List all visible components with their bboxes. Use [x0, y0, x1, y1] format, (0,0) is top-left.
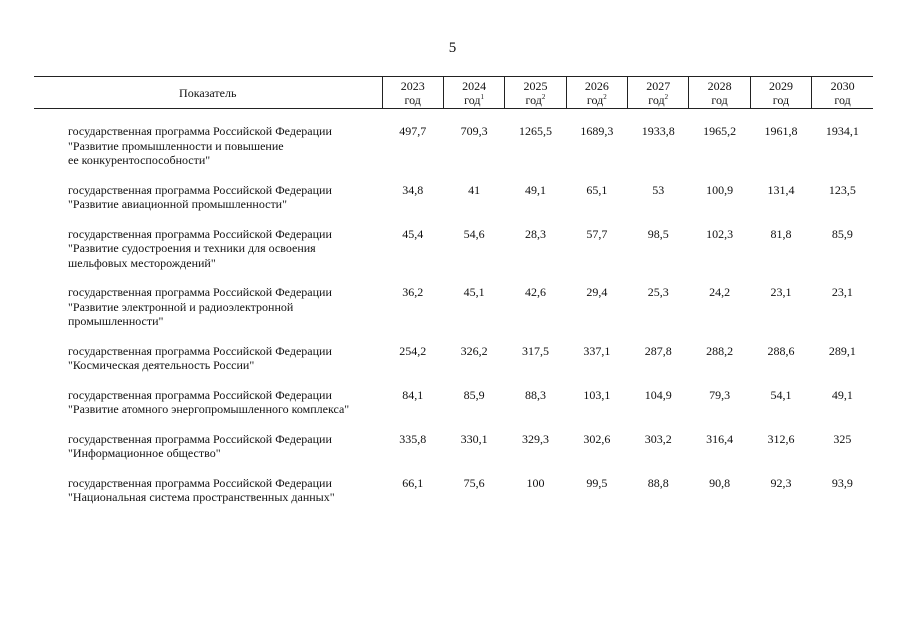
header-year-word: год — [464, 92, 481, 107]
program-name-cell — [34, 432, 382, 461]
value-cell: 302,6 — [583, 431, 611, 446]
program-name-line: государственная программа Российской Федерации — [68, 182, 332, 197]
header-footnote-mark: 2 — [603, 92, 607, 101]
program-name-line: государственная программа Российской Федерации — [68, 431, 332, 446]
table-row — [34, 388, 873, 417]
header-year-word-line — [628, 93, 688, 107]
value-cell: 326,2 — [460, 343, 488, 358]
header-year-word-line — [444, 93, 504, 107]
value-cell: 54,1 — [770, 387, 792, 402]
row-gap — [34, 329, 873, 344]
header-footnote-mark: 2 — [664, 92, 669, 101]
value-cell: 93,9 — [831, 475, 853, 490]
header-year-word-line — [567, 93, 627, 107]
value-cell: 1689,3 — [580, 124, 614, 138]
header-label: Показатель — [34, 77, 382, 109]
header-year-word: год — [834, 92, 851, 107]
value-cell: 103,1 — [583, 387, 611, 402]
value-cell: 79,3 — [709, 387, 731, 402]
value-cell: 42,6 — [524, 285, 546, 299]
program-name-line: промышленности" — [68, 314, 164, 328]
header-year-2027 — [628, 77, 689, 109]
value-cell: 254,2 — [399, 343, 427, 358]
value-cell: 25,3 — [647, 285, 669, 299]
value-cell: 1933,8 — [641, 124, 675, 138]
header-footnote-mark: 2 — [541, 92, 546, 101]
header-year-2029 — [750, 77, 811, 109]
value-cell: 85,9 — [831, 226, 853, 241]
value-cell: 88,3 — [524, 387, 546, 402]
table-row — [34, 432, 873, 461]
value-cell: 337,1 — [583, 343, 611, 358]
program-name-cell — [34, 388, 382, 417]
program-name-line: государственная программа Российской Федерации — [68, 343, 332, 358]
value-cell: 99,5 — [586, 475, 608, 490]
program-name-cell — [34, 227, 382, 271]
program-name-line: "Космическая деятельность России" — [68, 358, 255, 372]
value-cell: 66,1 — [402, 475, 424, 490]
header-year-word: год — [711, 92, 728, 107]
header-year-word: год — [648, 92, 665, 107]
header-year-word-line — [505, 93, 565, 107]
program-name-cell — [34, 124, 382, 168]
table-row — [34, 183, 873, 212]
row-gap — [34, 461, 873, 476]
value-cell: 36,2 — [402, 285, 424, 299]
table-spacer — [34, 109, 873, 125]
header-year-2023 — [382, 77, 443, 109]
value-cell: 49,1 — [524, 182, 546, 197]
program-name-line: "Развитие промышленности и повышение — [68, 138, 284, 153]
page-number: 5 — [448, 40, 457, 56]
program-name-cell — [34, 183, 382, 212]
value-cell: 98,5 — [647, 226, 669, 241]
value-cell: 709,3 — [460, 124, 488, 138]
header-year-2030 — [812, 77, 873, 109]
header-year-number: 2028 — [707, 78, 732, 93]
value-cell: 317,5 — [521, 343, 549, 358]
header-year-number: 2023 — [400, 78, 425, 93]
program-name-line: государственная программа Российской Федерации — [68, 475, 332, 490]
value-cell: 329,3 — [521, 431, 549, 446]
value-cell: 53 — [652, 182, 665, 197]
value-cell: 84,1 — [402, 387, 424, 402]
program-name-cell — [34, 344, 382, 373]
value-cell: 65,1 — [586, 182, 608, 197]
value-cell: 102,3 — [706, 226, 734, 241]
header-year-number: 2025 — [523, 78, 548, 93]
program-name-line: "Развитие авиационной промышленности" — [68, 197, 288, 211]
row-gap — [34, 270, 873, 285]
value-cell: 131,4 — [767, 182, 795, 197]
header-year-word-line — [751, 93, 811, 107]
value-cell: 288,2 — [706, 343, 734, 358]
program-name-line: "Развитие атомного энергопромышленного комплекса" — [68, 402, 350, 416]
value-cell: 1965,2 — [703, 124, 737, 138]
table-row — [34, 344, 873, 373]
value-cell: 45,4 — [402, 226, 424, 241]
header-year-word: год — [586, 92, 604, 107]
value-cell: 287,8 — [644, 343, 672, 358]
value-cell: 45,1 — [463, 285, 485, 299]
header-year-word-line — [383, 93, 443, 107]
header-year-word: год — [404, 92, 421, 107]
table-row — [34, 476, 873, 505]
value-cell: 88,8 — [647, 475, 669, 490]
header-year-number: 2030 — [830, 78, 855, 93]
program-name-line: ее конкурентоспособности" — [68, 153, 211, 167]
table-row — [34, 124, 873, 168]
value-cell: 1934,1 — [825, 124, 859, 138]
program-name-line: шельфовых месторождений" — [68, 255, 216, 270]
program-name-line: "Национальная система пространственных данных" — [68, 490, 335, 504]
table-row — [34, 285, 873, 329]
value-cell: 81,8 — [770, 226, 792, 241]
value-cell: 303,2 — [644, 431, 672, 446]
header-year-2025 — [505, 77, 566, 109]
header-year-number: 2024 — [462, 78, 487, 93]
program-name-cell — [34, 285, 382, 329]
value-cell: 41 — [468, 182, 481, 197]
value-cell: 28,3 — [524, 226, 546, 241]
header-year-word: год — [525, 92, 542, 107]
value-cell: 104,9 — [644, 387, 672, 402]
header-year-2028 — [689, 77, 750, 109]
value-cell: 497,7 — [399, 124, 427, 138]
value-cell: 29,4 — [586, 285, 608, 299]
value-cell: 330,1 — [460, 431, 488, 446]
header-year-2026 — [566, 77, 627, 109]
value-cell: 85,9 — [463, 387, 485, 402]
value-cell: 335,8 — [399, 431, 427, 446]
table-header-row — [34, 77, 873, 109]
program-name-line: государственная программа Российской Федерации — [68, 285, 332, 299]
row-gap — [34, 168, 873, 183]
value-cell: 100,9 — [706, 182, 734, 197]
header-year-word-line — [689, 93, 749, 107]
header-year-number: 2029 — [768, 78, 793, 93]
value-cell: 75,6 — [463, 475, 485, 490]
value-cell: 90,8 — [709, 475, 731, 490]
row-gap — [34, 212, 873, 227]
value-cell: 54,6 — [463, 226, 485, 241]
value-cell: 100 — [526, 475, 545, 490]
table-body — [34, 109, 873, 505]
value-cell: 49,1 — [831, 387, 853, 402]
value-cell: 34,8 — [402, 182, 424, 197]
program-name-line: "Информационное общество" — [68, 446, 221, 460]
header-year-number: 2026 — [584, 78, 609, 93]
table-row — [34, 227, 873, 271]
budget-table — [34, 76, 873, 505]
value-cell: 123,5 — [828, 182, 856, 197]
value-cell: 289,1 — [828, 343, 856, 358]
value-cell: 316,4 — [706, 431, 734, 446]
value-cell: 24,2 — [709, 285, 731, 299]
program-name-line: государственная программа Российской Федерации — [68, 124, 332, 138]
header-footnote-mark: 1 — [480, 92, 484, 101]
program-name-line: государственная программа Российской Федерации — [68, 387, 332, 402]
value-cell: 325 — [833, 431, 852, 446]
header-year-number: 2027 — [646, 78, 671, 93]
row-gap — [34, 373, 873, 388]
value-cell: 1265,5 — [518, 124, 552, 138]
program-name-line: "Развитие электронной и радиоэлектронной — [68, 299, 294, 314]
header-year-word: год — [772, 92, 790, 107]
value-cell: 92,3 — [770, 475, 792, 490]
program-name-line: "Развитие судостроения и техники для освоения — [68, 241, 316, 255]
value-cell: 57,7 — [586, 226, 608, 241]
row-gap — [34, 417, 873, 432]
value-cell: 312,6 — [767, 431, 795, 446]
value-cell: 1961,8 — [764, 124, 798, 138]
value-cell: 288,6 — [767, 343, 795, 358]
program-name-cell — [34, 476, 382, 505]
program-name-line: государственная программа Российской Федерации — [68, 226, 332, 241]
header-year-word-line — [812, 93, 873, 107]
header-year-2024 — [443, 77, 504, 109]
value-cell: 23,1 — [770, 285, 792, 299]
value-cell: 23,1 — [831, 285, 853, 299]
